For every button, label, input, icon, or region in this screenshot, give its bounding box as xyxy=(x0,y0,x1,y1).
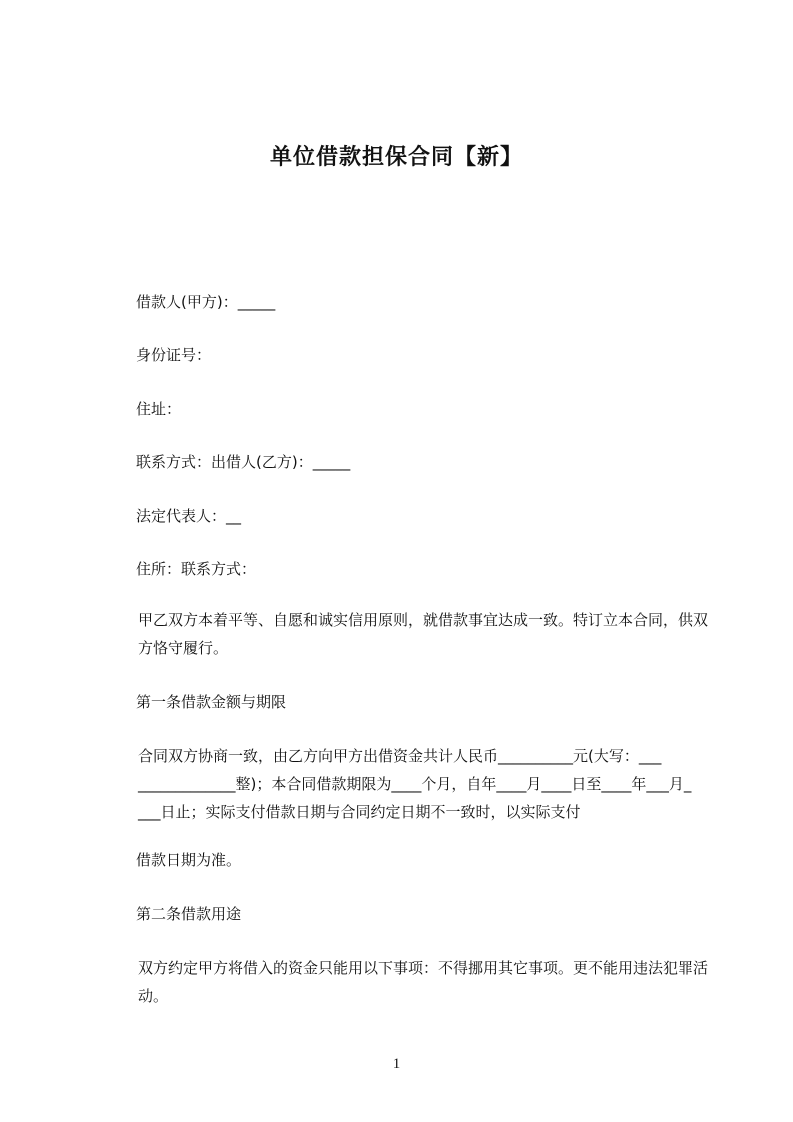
page-number: 1 xyxy=(392,1056,401,1072)
borrower-line: 借款人(甲方)：_____ xyxy=(136,293,276,311)
address-line: 住址： xyxy=(136,400,182,418)
intro-text: 甲乙双方本着平等、自愿和诚实信用原则，就借款事宜达成一致。特订立本合同，供双方恪守履行。 xyxy=(138,611,709,657)
article2-title: 第二条借款用途 xyxy=(136,905,242,923)
article1-text: 合同双方协商一致，由乙方向甲方出借资金共计人民币__________元(大写：___ _____________整)；本合同借款期限为____个月，自年____月____日至____年___月_ ___日止；实际支付借款日期与合同约定日期不一致时，以实际支付 xyxy=(138,747,692,821)
article1-paragraph xyxy=(106,742,710,826)
article2-text: 双方约定甲方将借入的资金只能用以下事项：不得挪用其它事项。更不能用违法犯罪活动。 xyxy=(138,959,709,1005)
article1-tail: 借款日期为准。 xyxy=(136,851,242,869)
article1-title: 第一条借款金额与期限 xyxy=(136,693,287,711)
document-title: 单位借款担保合同【新】 xyxy=(269,145,523,170)
intro-paragraph xyxy=(106,606,710,662)
id-number-line: 身份证号： xyxy=(136,346,212,364)
residence-contact-line: 住所：联系方式： xyxy=(136,560,257,578)
contact-lender-line: 联系方式：出借人(乙方)：_____ xyxy=(136,453,351,471)
legal-representative-line: 法定代表人：__ xyxy=(136,507,242,525)
article2-paragraph xyxy=(106,954,710,1010)
